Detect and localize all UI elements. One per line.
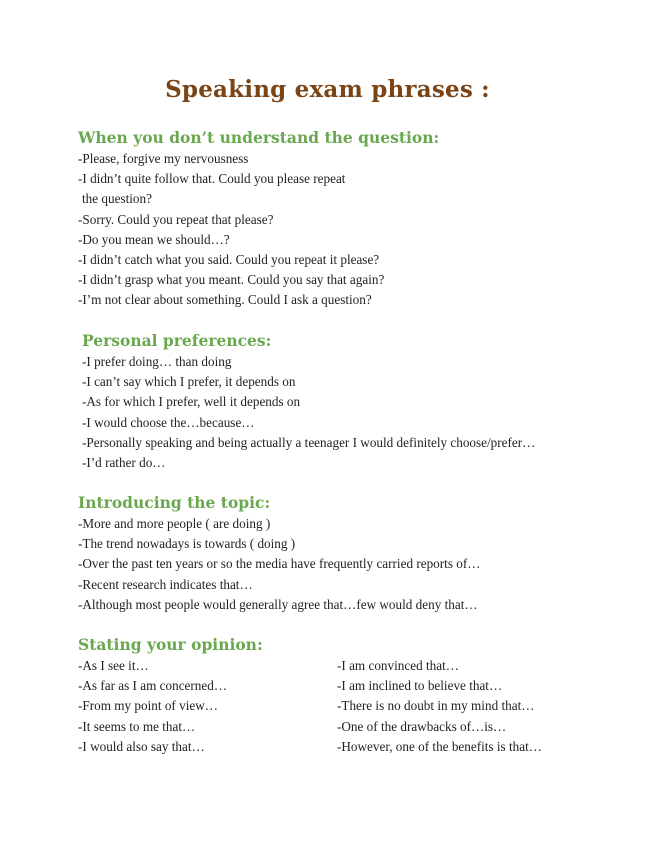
phrase-item: -I am convinced that…: [337, 658, 459, 673]
phrase-item: -There is no doubt in my mind that…: [337, 698, 535, 714]
phrase-item: -I didn’t quite follow that. Could you please repeat: [78, 171, 346, 187]
phrase-item: -From my point of view…: [78, 698, 218, 714]
section-stating-opinion: [78, 635, 542, 758]
page-title: Speaking exam phrases :: [165, 76, 490, 103]
phrase-item: the question?: [82, 191, 152, 207]
section-introducing-topic: [78, 493, 480, 615]
section-heading-not-understand: When you don’t understand the question:: [78, 128, 440, 147]
phrase-item: -As I see it…: [78, 658, 149, 673]
phrase-list-opinion-left: [78, 656, 227, 757]
section-heading-introducing-topic: Introducing the topic:: [78, 493, 271, 512]
phrase-item: -I would also say that…: [78, 738, 205, 754]
phrase-item: -I didn’t grasp what you meant. Could you say that again?: [78, 272, 385, 288]
section-not-understand: [78, 128, 439, 311]
phrase-item: -Do you mean we should…?: [78, 231, 230, 247]
phrase-item: -Although most people would generally agree that…few would deny that…: [78, 596, 478, 612]
phrase-item: -Recent research indicates that…: [78, 576, 253, 592]
phrase-item: -I’d rather do…: [82, 455, 166, 471]
phrase-list-opinion-right: [337, 656, 542, 757]
phrase-item: -I’m not clear about something. Could I ask a question?: [78, 292, 372, 308]
phrase-item: -However, one of the benefits is that…: [337, 738, 542, 754]
phrase-item: -Sorry. Could you repeat that please?: [78, 211, 274, 227]
phrase-item: -One of the drawbacks of…is…: [337, 718, 507, 734]
phrase-item: -I prefer doing… than doing: [82, 354, 232, 369]
phrase-item: -As for which I prefer, well it depends on: [82, 394, 301, 410]
phrase-item: -More and more people ( are doing ): [78, 516, 271, 531]
phrase-item: -Over the past ten years or so the media have frequently carried reports of…: [78, 556, 481, 572]
phrase-item: -The trend nowadays is towards ( doing ): [78, 536, 296, 552]
phrase-list-personal-preferences: [82, 352, 535, 473]
phrase-item: -I didn’t catch what you said. Could you repeat it please?: [78, 252, 380, 268]
phrase-item: -Please, forgive my nervousness: [78, 151, 249, 166]
section-heading-stating-opinion: Stating your opinion:: [78, 635, 263, 654]
phrase-list-not-understand: [78, 149, 439, 311]
section-personal-preferences: [82, 331, 535, 473]
phrase-item: -I would choose the…because…: [82, 414, 255, 430]
phrase-list-introducing-topic: [78, 514, 480, 615]
opinion-columns: [78, 656, 542, 758]
section-heading-personal-preferences: Personal preferences:: [82, 331, 272, 350]
phrase-item: -As far as I am concerned…: [78, 678, 228, 694]
phrase-item: -I can’t say which I prefer, it depends on: [82, 374, 296, 390]
phrase-item: -I am inclined to believe that…: [337, 678, 503, 694]
phrase-item: -It seems to me that…: [78, 718, 196, 734]
phrase-item: -Personally speaking and being actually a teenager I would definitely choose/prefer…: [82, 434, 536, 450]
